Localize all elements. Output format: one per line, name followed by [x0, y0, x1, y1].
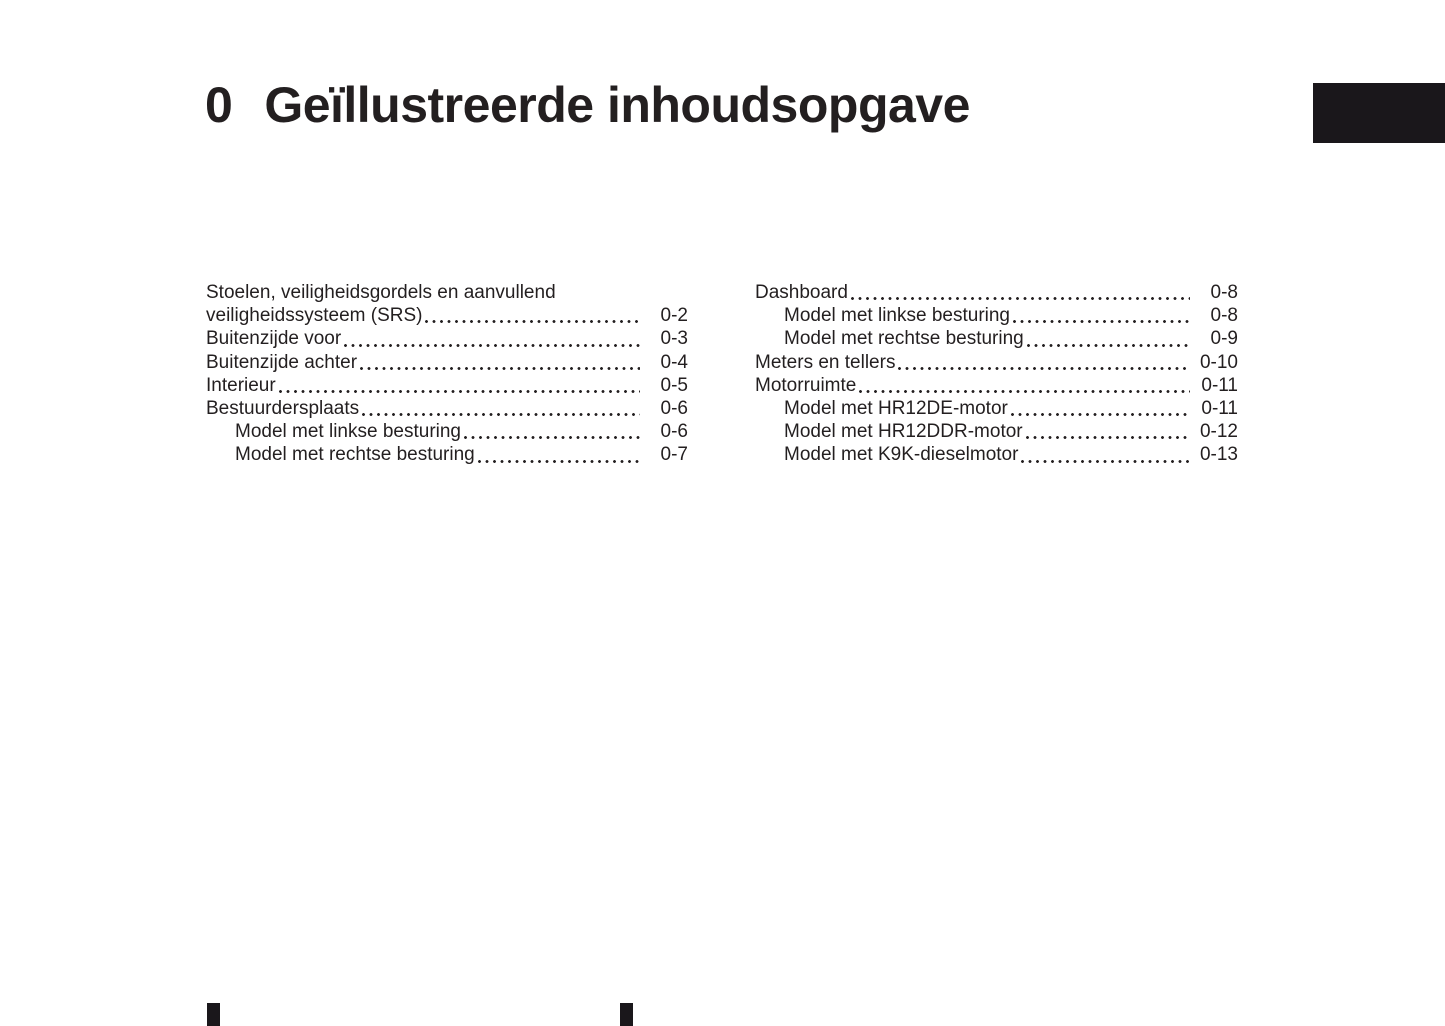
toc-entry-label: Bestuurdersplaats	[206, 398, 360, 420]
dot-leader	[1026, 436, 1190, 439]
toc-entry-label: Dashboard	[755, 282, 848, 303]
toc-entry	[206, 351, 688, 374]
toc-left-column	[206, 281, 688, 467]
toc-entry-label: Stoelen, veiligheidsgordels en aanvullend	[206, 282, 556, 303]
dot-leader	[279, 390, 640, 393]
toc-entry-page: 0-11	[1201, 374, 1238, 396]
dot-leader	[362, 413, 640, 416]
dot-leader	[898, 367, 1190, 370]
toc-entry-label: Meters en tellers	[755, 351, 896, 373]
toc-entry-label: Model met HR12DE-motor	[784, 398, 1008, 420]
toc-subentry	[206, 420, 688, 443]
toc-entry-label: Model met HR12DDR-motor	[784, 421, 1023, 443]
toc-entry-page: 0-6	[660, 398, 688, 420]
toc-subentry	[206, 443, 688, 466]
chapter-number: 0	[205, 77, 233, 133]
toc-entry-page: 0-7	[660, 444, 688, 466]
toc-entry-page: 0-2	[660, 305, 688, 327]
dot-leader	[464, 436, 640, 439]
toc-entry-page: 0-10	[1199, 351, 1238, 373]
toc-entry-label: Model met linkse besturing	[235, 421, 461, 443]
toc-entry-label: Buitenzijde achter	[206, 351, 358, 373]
chapter-heading	[205, 76, 970, 134]
toc-entry-page: 0-13	[1199, 444, 1238, 466]
toc-entry-page: 0-6	[660, 421, 688, 443]
toc-entry-page: 0-9	[1210, 328, 1238, 350]
dot-leader	[344, 344, 640, 347]
toc-entry	[755, 281, 1238, 304]
toc-entry	[206, 397, 688, 420]
dot-leader	[360, 367, 640, 370]
toc-entry	[206, 327, 688, 350]
dot-leader	[478, 460, 640, 463]
toc-entry	[206, 304, 688, 327]
dot-leader	[851, 297, 1190, 300]
toc-entry-label: Model met K9K-dieselmotor	[784, 444, 1019, 466]
page-title: Geïllustreerde inhoudsopgave	[264, 77, 970, 133]
dot-leader	[1027, 344, 1190, 347]
toc-entry	[755, 351, 1238, 374]
toc-entry-page: 0-3	[660, 328, 688, 350]
toc-entry-page: 0-8	[1210, 282, 1238, 303]
toc-subentry	[755, 397, 1238, 420]
dot-leader	[1011, 413, 1190, 416]
toc-subentry	[755, 327, 1238, 350]
toc-entry-page: 0-4	[660, 351, 688, 373]
toc-entry-label: Model met rechtse besturing	[784, 328, 1024, 350]
dot-leader	[859, 390, 1190, 393]
toc-entry	[206, 281, 688, 304]
toc-entry	[206, 374, 688, 397]
toc-entry	[755, 374, 1238, 397]
toc-subentry	[755, 420, 1238, 443]
dot-leader	[1013, 320, 1190, 323]
registration-mark	[207, 1003, 220, 1026]
dot-leader	[425, 320, 640, 323]
toc-entry-label: veiligheidssysteem (SRS)	[206, 305, 423, 327]
toc-entry-page: 0-5	[660, 374, 688, 396]
toc-entry-page: 0-12	[1199, 421, 1238, 443]
toc-entry-page: 0-11	[1201, 398, 1238, 420]
dot-leader	[1021, 460, 1190, 463]
registration-mark	[620, 1003, 633, 1026]
toc-subentry	[755, 304, 1238, 327]
toc-entry-label: Model met rechtse besturing	[235, 444, 475, 466]
toc-entry-label: Interieur	[206, 374, 276, 396]
toc-entry-page: 0-8	[1210, 305, 1238, 327]
toc-entry-label: Motorruimte	[755, 374, 857, 396]
toc-subentry	[755, 443, 1238, 466]
toc-right-column	[755, 281, 1238, 467]
toc-entry-label: Buitenzijde voor	[206, 328, 342, 350]
toc-entry-label: Model met linkse besturing	[784, 305, 1010, 327]
chapter-tab-marker	[1313, 83, 1445, 143]
